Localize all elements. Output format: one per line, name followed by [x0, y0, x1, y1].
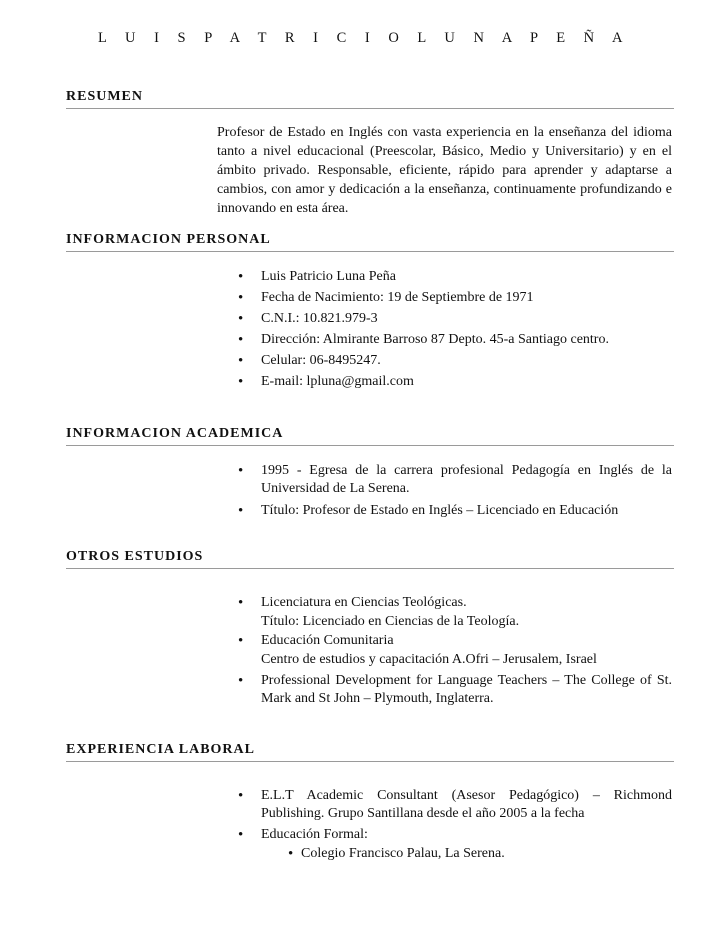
- list-item: • Celular: 06-8495247.: [217, 352, 672, 370]
- list-item: • 1995 - Egresa de la carrera profesional Pedagogía en Inglés de la Universidad de La Serena.: [217, 462, 672, 498]
- work-experience-list: [217, 787, 672, 864]
- summary-text: Profesor de Estado en Inglés con vasta experiencia en la enseñanza del idioma tanto a nivel educacional (Preescolar, Básico, Medio y Universitario) y en el ámbito privado. Responsable, eficiente, rápido para aprender y adaptarse a cambios, con amor y dedicación a la enseñanza, continuamente profundizando e innovando en esta área.: [217, 125, 672, 216]
- academic-info-list: [217, 462, 672, 520]
- sub-list: [261, 844, 672, 864]
- list-item: [217, 826, 672, 864]
- list-item: • E.L.T Academic Consultant (Asesor Pedagógico) – Richmond Publishing. Grupo Santillana desde el año 2005 a la fecha: [217, 787, 672, 823]
- list-item: • Luis Patricio Luna Peña: [217, 268, 672, 286]
- list-item: [217, 632, 672, 650]
- email-item: • E-mail: lpluna@gmail.com: [217, 373, 672, 391]
- study-label: Educación Comunitaria: [261, 633, 394, 648]
- section-title-academica: INFORMACION ACADEMICA: [66, 426, 674, 446]
- list-item: [217, 594, 672, 612]
- study-label: Professional Development for Language Teachers – The College of St. Mark and St John – Plymouth, Inglaterra.: [261, 673, 672, 706]
- personal-info-list: [217, 268, 672, 394]
- section-title-otros: OTROS ESTUDIOS: [66, 549, 674, 569]
- study-detail: Título: Licenciado en Ciencias de la Teología.: [261, 614, 520, 629]
- list-item: • Dirección: Almirante Barroso 87 Depto. 45-a Santiago centro.: [217, 331, 672, 349]
- section-title-laboral: EXPERIENCIA LABORAL: [66, 742, 674, 762]
- other-studies-list: [217, 594, 672, 708]
- study-detail: Centro de estudios y capacitación A.Ofri – Jerusalem, Israel: [261, 652, 597, 667]
- section-title-resumen: RESUMEN: [66, 89, 674, 109]
- list-item: • Fecha de Nacimiento: 19 de Septiembre de 1971: [217, 289, 672, 307]
- work-label: Educación Formal:: [261, 827, 368, 842]
- candidate-name: L U I S P A T R I C I O L U N A P E Ñ A: [98, 30, 630, 46]
- list-item: • C.N.I.: 10.821.979-3: [217, 310, 672, 328]
- study-label: Licenciatura en Ciencias Teológicas.: [261, 595, 467, 610]
- list-item: [217, 672, 672, 708]
- section-title-personal: INFORMACION PERSONAL: [66, 232, 674, 252]
- list-item: • Título: Profesor de Estado en Inglés – Licenciado en Educación: [217, 502, 672, 520]
- sub-list-item: • Colegio Francisco Palau, La Serena.: [261, 844, 672, 864]
